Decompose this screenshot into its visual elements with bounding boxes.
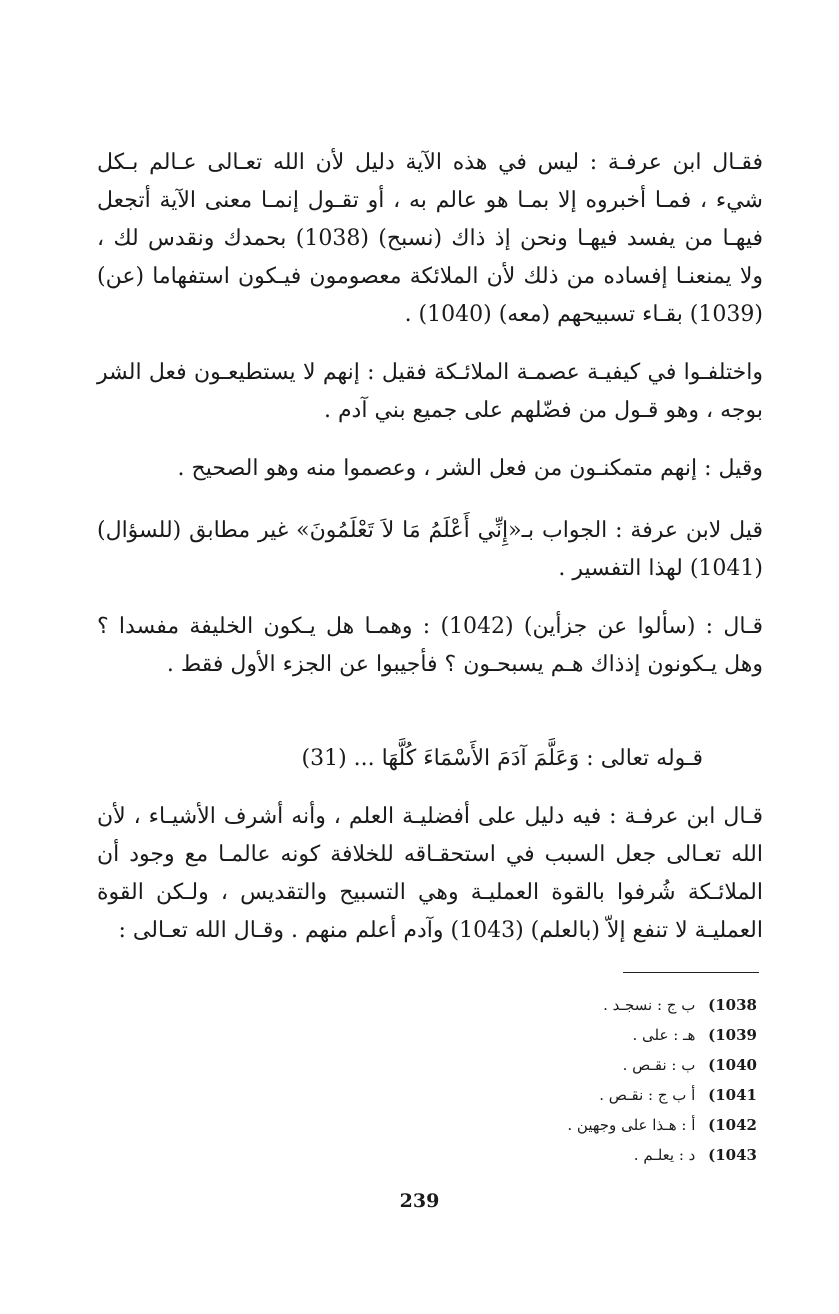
paragraph-text: قـال ابن عرفـة : فيه دليل على أفضليـة العلم ، وأنه أشرف الأشيـاء ، لأن الله تعـالى جعل السبب في استحقـاقه للخلافة كونه عالمـا مع وجود أن الملائـكة شُرفوا بالقوة العمليـة وهي التسبيح والتقديس ، ولـكن القوة العمليـة لا تنفع إلاّ (بالعلم) (1043) وآدم أعلم منهم . وقـال الله تعـالى : <box>97 804 763 943</box>
footnote-1040 <box>357 1050 757 1080</box>
paragraph-text: قـال : (سألوا عن جزأين) (1042) : وهمـا هل يـكون الخليفة مفسدا ؟ وهل يـكونون إذذاك هـم يسبحـون ؟ فأجيبوا عن الجزء الأول فقط . <box>97 614 763 677</box>
footnote-text: هـ : على . <box>632 1026 696 1044</box>
page-number: 239 <box>399 1190 440 1212</box>
footnote-1038 <box>357 990 757 1020</box>
footnote-text: ب : نقـص . <box>622 1056 696 1074</box>
paragraph-5 <box>97 608 763 684</box>
footnote-text: أ ب ج : نقـص . <box>599 1086 696 1104</box>
paragraph-4 <box>97 512 763 588</box>
footnote-number: 1038) <box>708 996 757 1014</box>
footnote-divider <box>623 972 759 973</box>
paragraph-text: قيل لابن عرفة : الجواب بـ«إِنِّي أَعْلَمُ مَا لاَ تَعْلَمُونَ» غير مطابق (للسؤال) (1041) لهذا التفسير . <box>97 518 763 581</box>
paragraph-7 <box>97 798 763 950</box>
footnote-text: أ : هـذا على وجهين . <box>567 1116 696 1134</box>
footnote-text: ب ج : نسجـد . <box>603 996 696 1014</box>
paragraph-text: واختلفـوا في كيفيـة عصمـة الملائـكة فقيل : إنهم لا يستطيعـون فعل الشر بوجه ، وهو قـول من فضّلهم على جميع بني آدم . <box>97 360 763 423</box>
paragraph-text: وقيل : إنهم متمكنـون من فعل الشر ، وعصموا منه وهو الصحيح . <box>177 456 763 481</box>
footnote-number: 1042) <box>708 1116 757 1134</box>
verse-heading <box>97 740 763 778</box>
footnote-1042 <box>357 1110 757 1140</box>
paragraph-text: فقـال ابن عرفـة : ليس في هذه الآية دليل لأن الله تعـالى عـالم بـكل شيء ، فمـا أخبروه إلا بمـا هو عالم به ، أو تقـول إنمـا معنى الآية أتجعل فيهـا من يفسد فيهـا ونحن إذ ذاك (نسبح) (1038) بحمدك ونقدس لك ، ولا يمنعنـا إفساده من ذلك لأن الملائكة معصومون فيـكون استفهاما (عن) (1039) بقـاء تسبيحهم (معه) (1040) . <box>97 150 763 327</box>
paragraph-2 <box>97 354 763 430</box>
paragraph-3 <box>97 450 763 488</box>
paragraph-1 <box>97 144 763 334</box>
footnote-number: 1039) <box>708 1026 757 1044</box>
paragraph-text: قـوله تعالى : وَعَلَّمَ آدَمَ الأَسْمَاءَ كُلَّهَا ... (31) <box>301 746 703 771</box>
footnote-number: 1043) <box>708 1146 757 1164</box>
footnote-1041 <box>357 1080 757 1110</box>
footnote-number: 1040) <box>708 1056 757 1074</box>
footnote-1043 <box>357 1140 757 1170</box>
footnote-number: 1041) <box>708 1086 757 1104</box>
footnote-1039 <box>357 1020 757 1050</box>
footnote-text: د : يعلـم . <box>633 1146 696 1164</box>
footnotes <box>357 990 757 1170</box>
